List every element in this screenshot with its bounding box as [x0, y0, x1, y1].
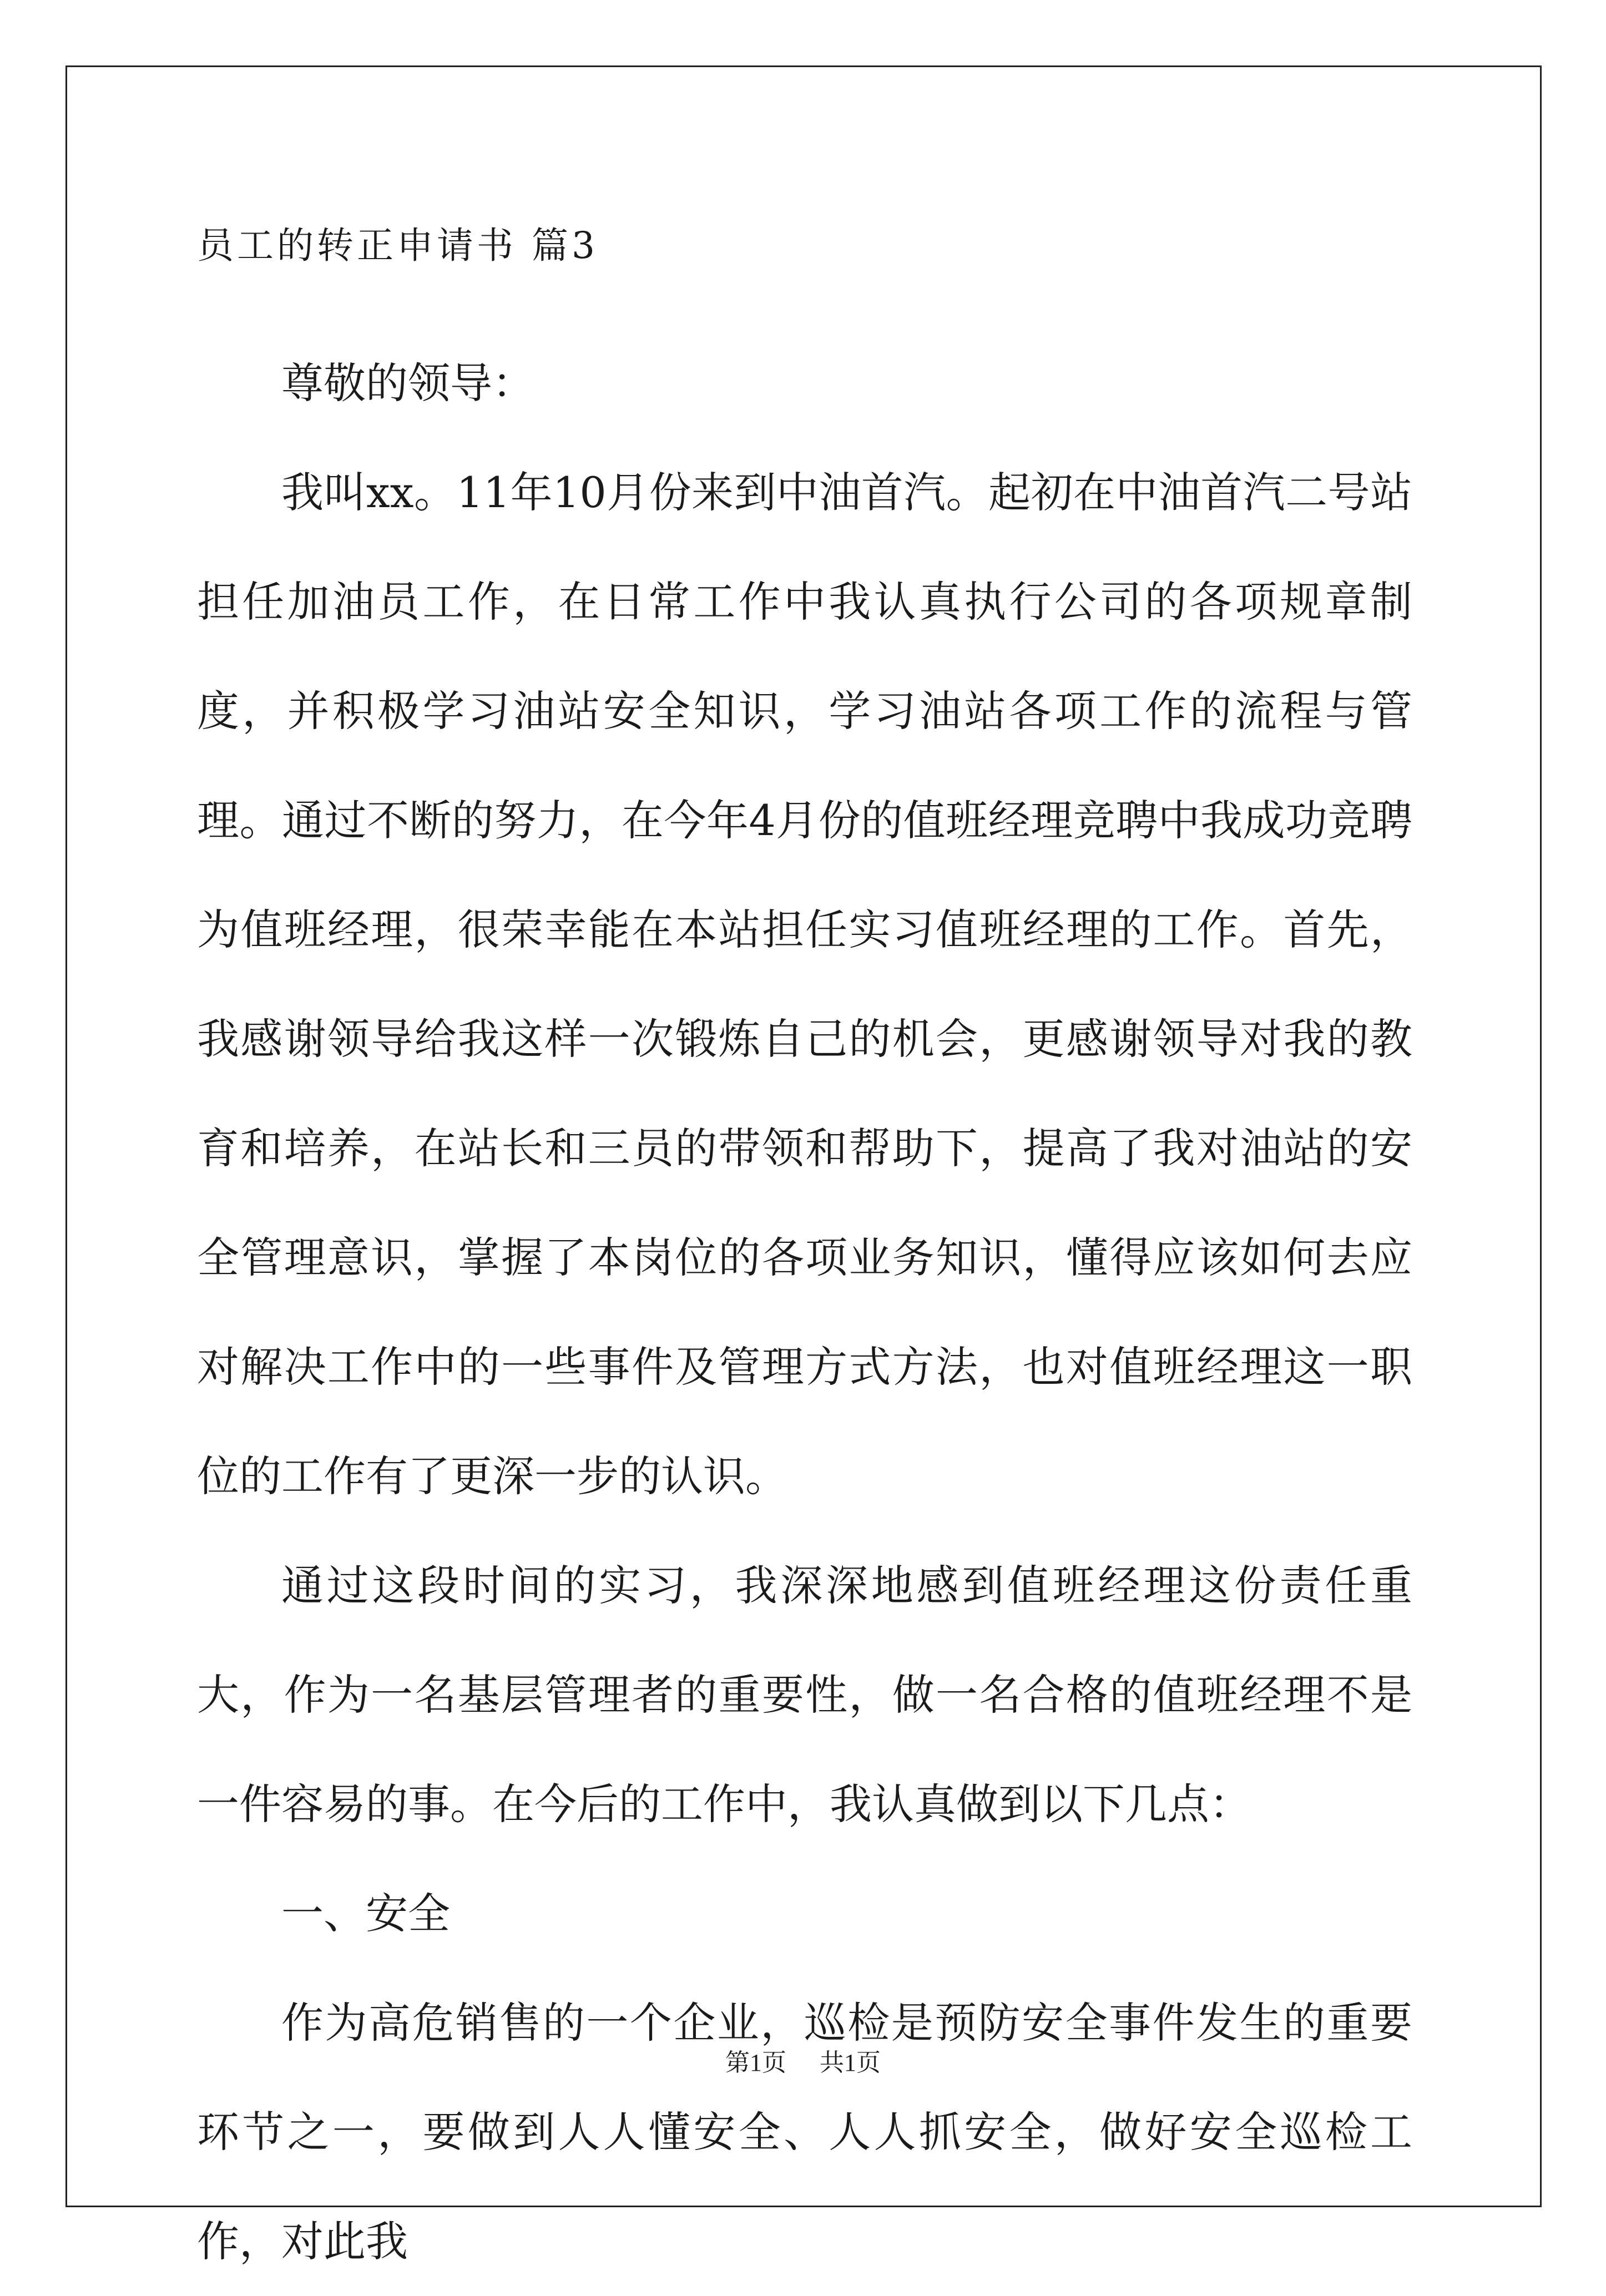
- document-title: 员工的转正申请书 篇3: [197, 224, 598, 267]
- salutation: 尊敬的领导：: [281, 358, 534, 408]
- paragraph-reflection: 通过这段时间的实习，我深深地感到值班经理这份责任重大，作为一名基层管理者的重要性，做一名合格的值班经理不是一件容易的事。在今后的工作中，我认真做到以下几点：: [197, 1561, 1412, 1829]
- document-body: [197, 219, 1412, 2296]
- page-footer: [0, 2046, 1606, 2080]
- page-number-current: 第1页: [725, 2049, 786, 2076]
- paragraph-safety: 作为高危销售的一个企业，巡检是预防安全事件发生的重要环节之一，要做到人人懂安全、人人抓安全，做好安全巡检工作，对此我: [197, 1998, 1412, 2266]
- paragraph-intro: 我叫xx。11年10月份来到中油首汽。起初在中油首汽二号站担任加油员工作，在日常工作中我认真执行公司的各项规章制度，并积极学习油站安全知识，学习油站各项工作的流程与管理。通过不断的努力，在今年4月份的值班经理竞聘中我成功竞聘为值班经理，很荣幸能在本站担任实习值班经理的工作。首先，我感谢领导给我这样一次锻炼自己的机会，更感谢领导对我的教育和培养，在站长和三员的带领和帮助下，提高了我对油站的安全管理意识，掌握了本岗位的各项业务知识，懂得应该如何去应对解决工作中的一些事件及管理方式方法，也对值班经理这一职位的工作有了更深一步的认识。: [197, 468, 1412, 1501]
- section-heading-safety: 一、安全: [281, 1889, 450, 1938]
- page-number-total: 共1页: [820, 2049, 881, 2076]
